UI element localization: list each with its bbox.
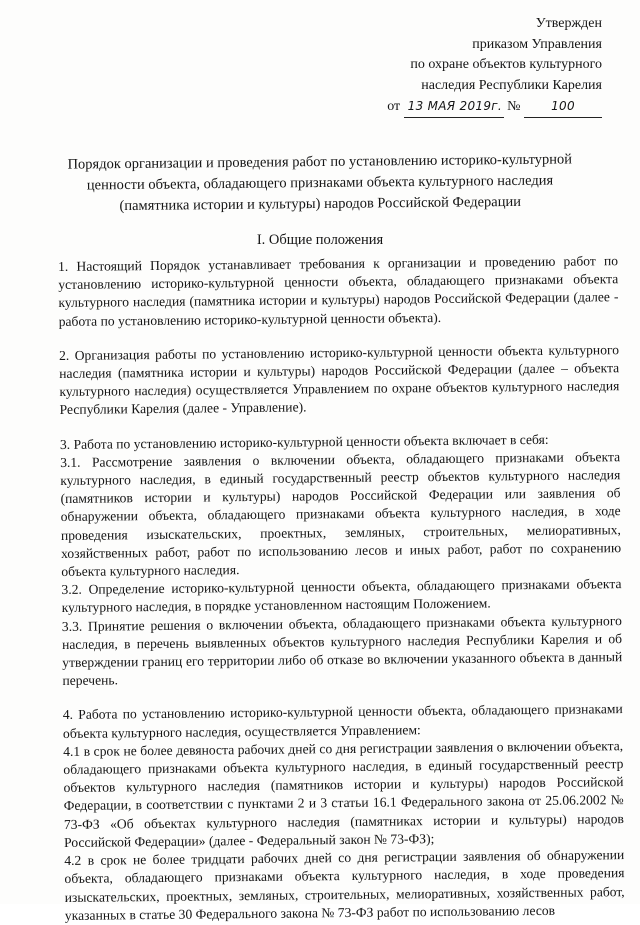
approval-date-number-line [342, 96, 602, 117]
approval-line-region: наследия Республики Карелия [421, 77, 602, 93]
title-line: Порядок организации и проведения работ по установлению историко-культурной [67, 151, 573, 173]
document-body [58, 252, 625, 925]
title-line: (памятника истории и культуры) народов Российской Федерации [119, 193, 522, 215]
title-line: ценности объекта, обладающего признаками объекта культурного наследия [86, 172, 554, 194]
approval-stamp-block [342, 14, 602, 117]
paragraph-3-1: 3.1. Рассмотрение заявления о включении объекта, обладающего признаками объекта культурного наследия, в единый государственный реестр объектов культурного наследия (памятников истории и культуры) народов Российской Федерации или заявления об обнаружении объекта, обладающего признаками объекта культурного наследия, в ходе проведения изыскательских, проектных, земляных, строительных, мелиоративных, хозяйственных работ, работ по использованию лесов и иных работ, работ по сохранению объекта культурного наследия. [60, 448, 622, 580]
approval-line-department: по охране объектов культурного [410, 57, 602, 72]
paragraph-3: 3. Работа по установлению историко-культурной ценности объекта включает в себя: [59, 431, 549, 452]
paragraph-4-1: 4.1 в срок не более девяноста рабочих дней со дня регистрации заявления о включении объекта, обладающего признаками объекта культурного наследия, в единый государственный реестр объектов культурного наследия (памятников истории и культуры) народов Российской Федерации, в соответствии с пунктами 2 и 3 статьи 16.1 Федерального закона от 25.06.2002 № 73-ФЗ «Об объектах культурного наследия (памятниках истории и культуры) народов Российской Федерации» (далее - Федеральный закон № 73-ФЗ); [63, 737, 624, 850]
approval-from-label: от [387, 99, 401, 114]
paragraph-4-2: 4.2 в срок не более тридцати рабочих дней со дня регистрации заявления об обнаружении объекта, обладающего признаками объекта культурного наследия, в ходе проведения изыскательских, проектных, земляных, строительных, мелиоративных, хозяйственных работ, указанных в статье 30 Федерального закона № 73-ФЗ работ по использованию лесов [64, 847, 625, 923]
approval-line-approved: Утвержден [535, 16, 602, 31]
document-title [60, 149, 581, 217]
approval-handwritten-date: 13 МАЯ 2019г. [404, 96, 504, 118]
paragraph-4: 4. Работа по установлению историко-культурной ценности объекта, обладающего признаками объекта культурного наследия, осуществляется Управлением: [62, 701, 623, 741]
approval-handwritten-number: 100 [524, 96, 602, 118]
paragraph-3-2: 3.2. Определение историко-культурной ценности объекта, обладающего признаками объекта культурного наследия, в порядке установленном настоящим Положением. [61, 576, 622, 616]
paragraph-3-3: 3.3. Принятие решения о включении объекта, обладающего признаками объекта культурного наследия, в перечень выявленных объектов культурного наследия Республики Карелия и об утверждении границ его территории либо об отказе во включении указанного объекта в данный перечень. [61, 612, 623, 689]
approval-line-order: приказом Управления [472, 36, 602, 52]
section-heading: I. Общие положения [256, 232, 384, 248]
approval-number-label: № [507, 99, 521, 114]
paragraph-2: 2. Организация работы по установлению историко-культурной ценности объекта культурного наследия (памятника истории и культуры) народов Российской Федерации (далее – объекта культурного наследия) осуществляется Управлением по охране объектов культурного наследия Республики Карелия (далее - Управление). [58, 341, 620, 418]
paragraph-1: 1. Настоящий Порядок устанавливает требования к организации и проведению работ по установлению историко-культурной ценности объекта, обладающего признаками объекта культурного наследия (памятника истории и культуры) народов Российской Федерации (далее - работа по установлению историко-культурной ценности объекта). [58, 253, 619, 329]
